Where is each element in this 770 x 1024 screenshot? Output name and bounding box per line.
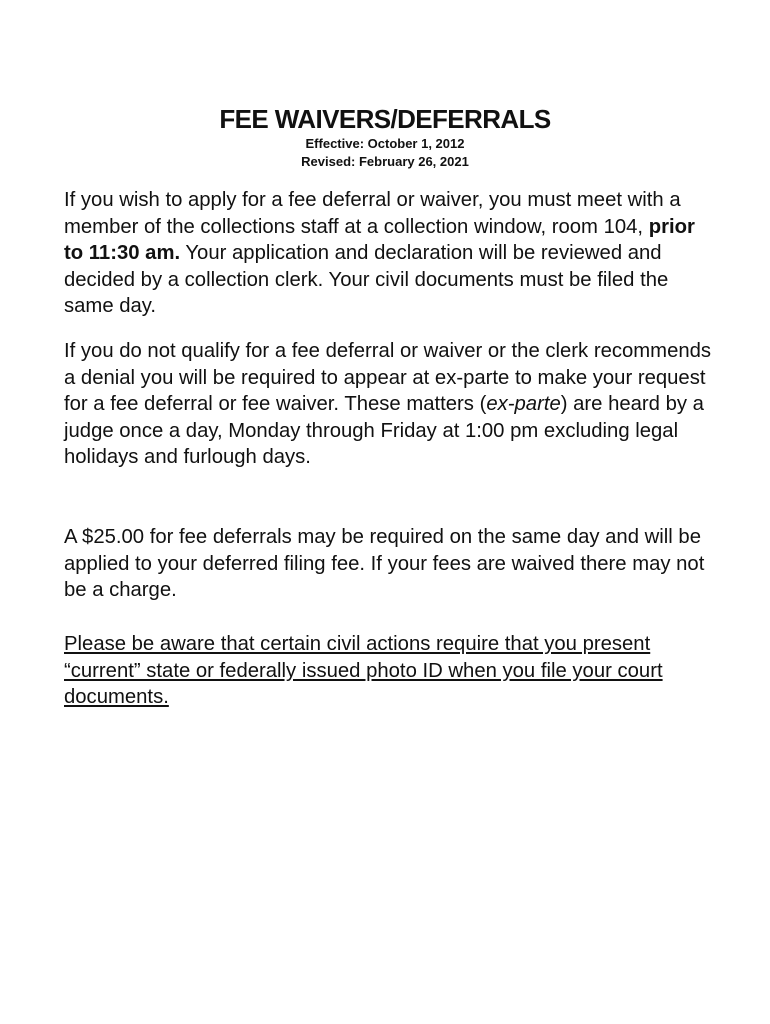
paragraph-photo-id-notice: Please be aware that certain civil actions require that you present “current” state or federally issued photo ID when you file your court documents. — [64, 633, 663, 709]
paragraph-text: If you wish to apply for a fee deferral or waiver, you must meet with a member of the collections staff at a collection window, room 104, — [64, 189, 681, 238]
paragraph-ex-parte — [64, 338, 714, 471]
paragraph-text: Your application and declaration will be reviewed and decided by a collection clerk. Your civil documents must be filed the same day. — [64, 242, 669, 318]
document-title: FEE WAIVERS/DEFERRALS — [219, 104, 551, 134]
effective-date: Effective: October 1, 2012 — [305, 136, 465, 151]
deadline-bold-text: prior to 11:30 am. — [64, 215, 695, 265]
document-header — [0, 103, 770, 171]
revised-date: Revised: February 26, 2021 — [301, 154, 469, 169]
ex-parte-italic-text: ex-parte — [486, 393, 561, 416]
paragraph-text: ) are heard by a judge once a day, Monday through Friday at 1:00 pm excluding legal holidays and furlough days. — [64, 393, 704, 469]
paragraph-deferral-fee: A $25.00 for fee deferrals may be required on the same day and will be applied to your deferred filing fee. If your fees are waived there may not be a charge. — [64, 526, 705, 602]
paragraph-text: If you do not qualify for a fee deferral or waiver or the clerk recommends a denial you will be required to appear at ex-parte to make your request for a fee deferral or fee waiver. These matters ( — [64, 340, 712, 416]
paragraph-application-instructions — [64, 187, 714, 320]
